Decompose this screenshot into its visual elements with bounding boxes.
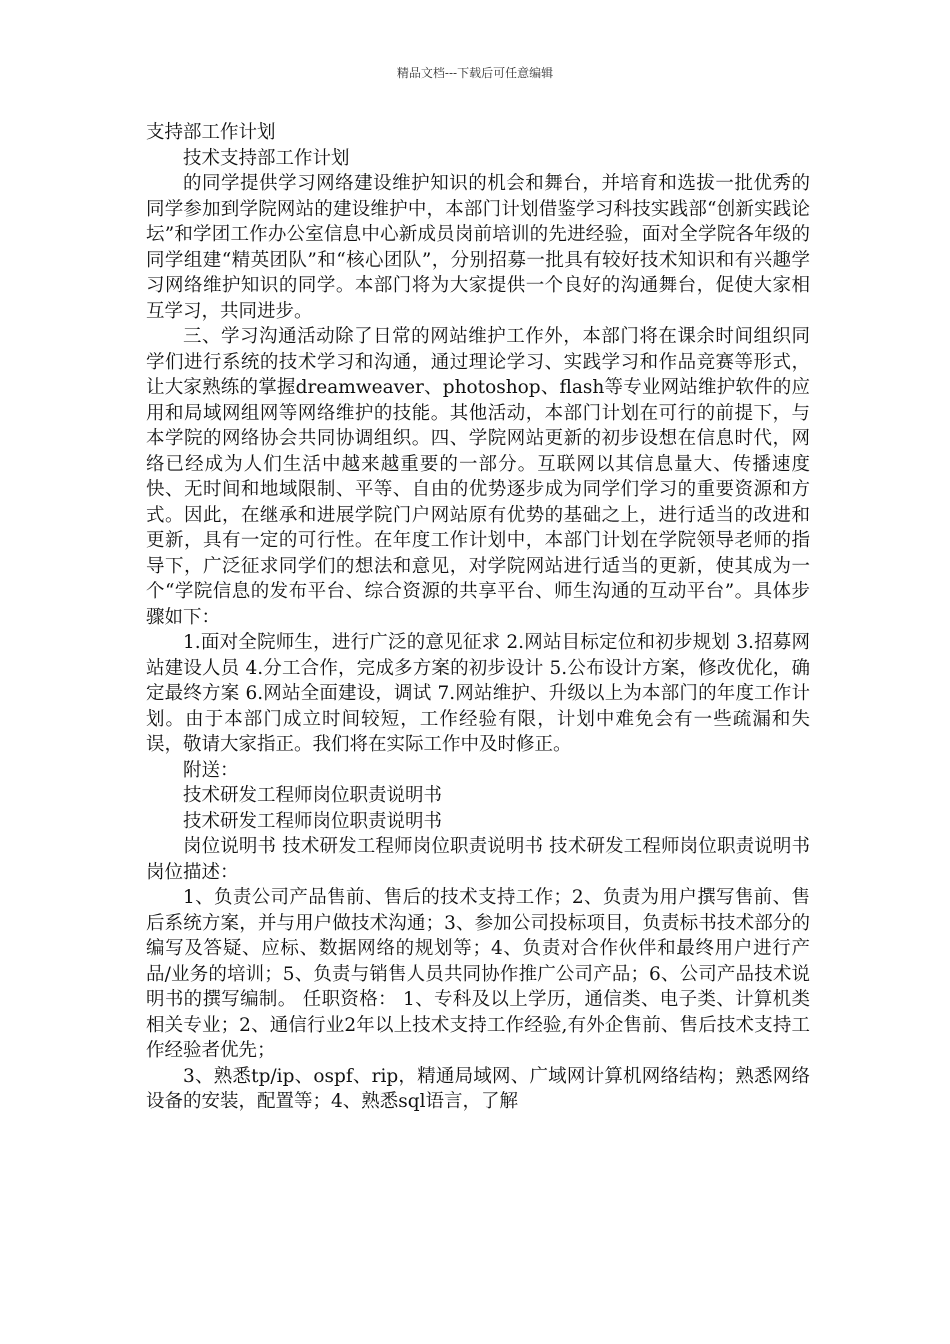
document-subtitle: 技术支持部工作计划 xyxy=(183,147,350,169)
paragraph-attachment-title-1: 技术研发工程师岗位职责说明书 xyxy=(183,785,443,806)
document-body xyxy=(146,120,810,1115)
paragraph-steps: 1.面对全院师生，进行广泛的意见征求 2.网站目标定位和初步规划 3.招募网站建设人员 4.分工合作，完成多方案的初步设计 5.公布设计方案，修改优化，确定最终方案 6.网站全面建设，调试 7.网站维护、升级以上为本部门的年度工作计划。由于本部门成立时间较短，工作经验有限，计划中难免会有一些疏漏和失误，敬请大家指正。我们将在实际工作中及时修正。 xyxy=(146,632,810,755)
paragraph-intro: 的同学提供学习网络建设维护知识的机会和舞台，并培育和选拔一批优秀的同学参加到学院网站的建设维护中，本部门计划借鉴学习科技实践部“创新实践论坛”和学团工作办公室信息中心新成员岗前培训的先进经验，面对全学院各年级的同学组建“精英团队”和“核心团队”，分别招募一批具有较好技术知识和有兴趣学习网络维护知识的同学。本部门将为大家提供一个良好的沟通舞台，促使大家相互学习，共同进步。 xyxy=(146,173,810,322)
paragraph-job-requirements: 3、熟悉tp/ip、ospf、rip，精通局域网、广域网计算机网络结构；熟悉网络设备的安装，配置等；4、熟悉sql语言，了解 xyxy=(146,1065,810,1112)
paragraph-job-duties: 1、负责公司产品售前、售后的技术支持工作；2、负责为用户撰写售前、售后系统方案，并与用户做技术沟通；3、参加公司投标项目，负责标书技术部分的编写及答疑、应标、数据网络的规划等；4、负责对合作伙伴和最终用户进行产品/业务的培训；5、负责与销售人员共同协作推广公司产品；6、公司产品技术说明书的撰写编制。 任职资格： 1、专科及以上学历，通信类、电子类、计算机类相关专业；2、通信行业2年以上技术支持工作经验,有外企售前、售后技术支持工作经验者优先； xyxy=(146,887,810,1061)
paragraph-section-3: 三、学习沟通活动除了日常的网站维护工作外，本部门将在课余时间组织同学们进行系统的技术学习和沟通，通过理论学习、实践学习和作品竞赛等形式，让大家熟练的掌握dreamweaver、photoshop、flash等专业网站维护软件的应用和局域网组网等网络维护的技能。其他活动，本部门计划在可行的前提下，与本学院的网络协会共同协调组织。四、学院网站更新的初步设想在信息时代，网络已经成为人们生活中越来越重要的一部分。互联网以其信息量大、传播速度快、无时间和地域限制、平等、自由的优势逐步成为同学们学习的重要资源和方式。因此，在继承和进展学院门户网站原有优势的基础之上，进行适当的改进和更新，具有一定的可行性。在年度工作计划中，本部门计划在学院领导老师的指导下，广泛征求同学们的想法和意见，对学院网站进行适当的更新，使其成为一个“学院信息的发布平台、综合资源的共享平台、师生沟通的互动平台”。具体步骤如下： xyxy=(146,326,810,628)
page-header: 精品文档---下载后可任意编辑 xyxy=(396,66,554,80)
document-title: 支持部工作计划 xyxy=(146,122,276,143)
paragraph-attachment-label: 附送： xyxy=(183,759,239,781)
paragraph-attachment-title-2: 技术研发工程师岗位职责说明书 xyxy=(183,810,443,832)
paragraph-job-description-heading: 岗位说明书 技术研发工程师岗位职责说明书 技术研发工程师岗位职责说明书 岗位描述： xyxy=(146,836,810,883)
